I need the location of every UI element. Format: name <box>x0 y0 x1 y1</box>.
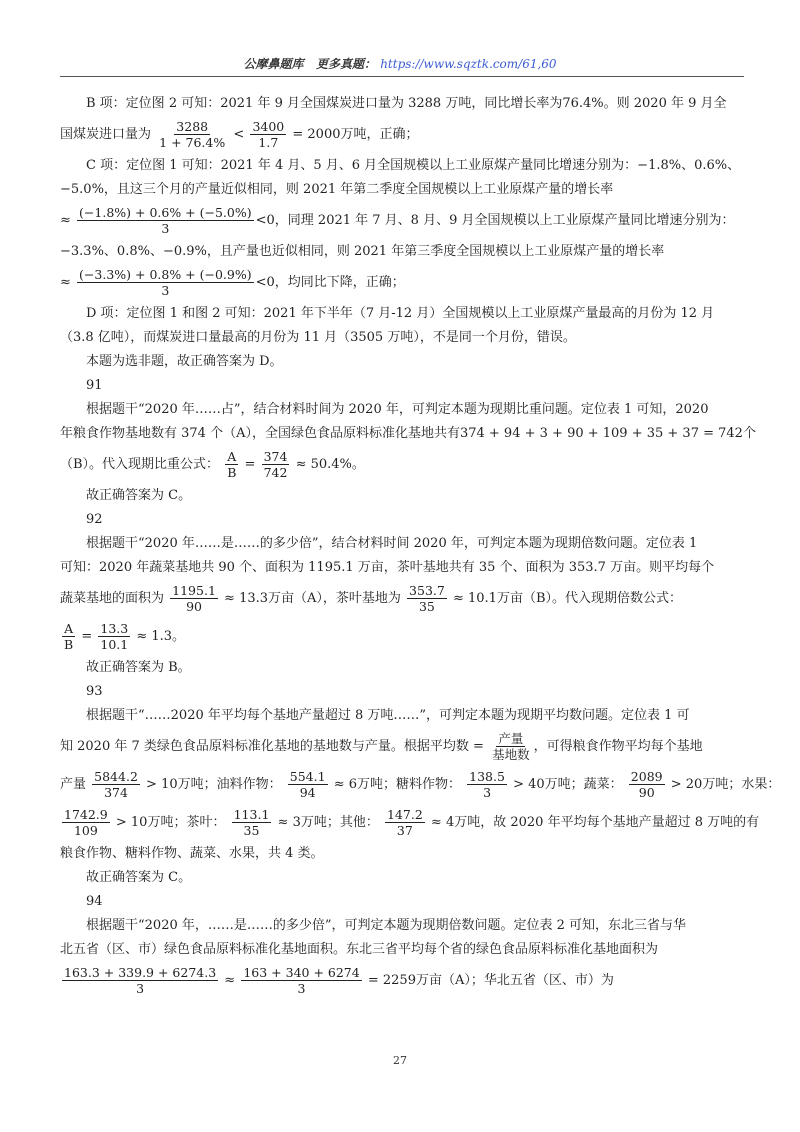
text-line: 故正确答案为 B。 <box>86 660 191 675</box>
text-line: 年粮食作物基地数有 374 个（A），全国绿色食品原料标准化基地共有374 + 94 + 3 + 90 + 109 + 35 + 37 = 742个 <box>60 426 756 441</box>
text-line: 产量 $\frac{5844.2}{374}$ > 10万吨；油料作物： $\frac{554.1}{94}$ ≈ 6万吨；糖料作物： $\frac{138.5}{3}$ > 40万吨；蔬菜： $\frac{2089}{90}$ > 20万吨；水果： <box>60 769 781 800</box>
text-line: $\frac{163.3 + 339.9 + 6274.3}{3}$ ≈ $\frac{163 + 340 + 6274}{3}$ = 2259万亩（A）；华北五省（区、市）为 <box>64 965 614 996</box>
text-line: 根据题干“……2020 年平均每个基地产量超过 8 万吨……”，可判定本题为现期平均数问题。定位表 1 可 <box>86 708 690 723</box>
fraction: $\frac{(-3.3\%) + 0.8\% + (-0.9\%)}{3}$ <box>79 267 252 298</box>
text-line: 蔬菜基地的面积为 $\frac{1195.1}{90}$ ≈ 13.3万亩（A），茶叶基地为 $\frac{353.7}{35}$ ≈ 10.1万亩（B）。代入现期倍数公式： <box>60 583 683 614</box>
site-name: 公摩鼻题库 <box>243 57 304 71</box>
more-label: 更多真题： <box>316 57 377 71</box>
fraction: $\frac{163 + 340 + 6274}{3}$ <box>243 965 360 996</box>
text-line: 本题为选非题，故正确答案为 D。 <box>86 354 283 369</box>
text-line: 故正确答案为 C。 <box>86 488 192 503</box>
fraction: $\frac{2089}{90}$ <box>630 769 663 800</box>
fraction: $\frac{A}{B}$ <box>227 449 237 480</box>
text-line: 可知：2020 年蔬菜基地共 90 个、面积为 1195.1 万亩，茶叶基地共有 35 个、面积为 353.7 万亩。则平均每个 <box>60 560 715 575</box>
text-line: −5.0%，且这三个月的产量近似相同，则 2021 年第二季度全国规模以上工业原煤产量的增长率 <box>60 182 614 197</box>
text-line: $\frac{A}{B}$ = $\frac{13.3}{10.1}$ ≈ 1.3。 <box>64 621 186 652</box>
fraction: $\frac{353.7}{35}$ <box>409 583 445 614</box>
header-link[interactable]: https://www.sqztk.com/61,60 <box>380 57 557 71</box>
fraction: $\frac{\text{产量}}{\text{基地数}}$ <box>492 731 530 762</box>
page-body <box>60 92 781 1000</box>
text-line: 根据题干“2020 年……占”，结合材料时间为 2020 年，可判定本题为现期比重问题。定位表 1 可知，2020 <box>86 402 709 417</box>
fraction: $\frac{1742.9}{109}$ <box>64 807 108 838</box>
text-line: ≈ $\frac{(-1.8\%) + 0.6\% + (-5.0\%)}{3}$ <0，同理 2021 年 7 月、8 月、9 月全国规模以上工业原煤产量同比增速分别为： <box>60 205 735 236</box>
text-line: （3.8 亿吨），而煤炭进口量最高的月份为 11 月（3505 万吨），不是同一个月份，错误。 <box>60 330 576 345</box>
fraction: $\frac{163.3 + 339.9 + 6274.3}{3}$ <box>64 965 217 996</box>
fraction: $\frac{554.1}{94}$ <box>289 769 326 800</box>
fraction: $\frac{(-1.8\%) + 0.6\% + (-5.0\%)}{3}$ <box>79 205 252 236</box>
page-header <box>0 55 800 72</box>
text-line: 知 2020 年 7 类绿色食品原料标准化基地的基地数与产量。根据平均数 = $\frac{\text{产量}}{\text{基地数}}$ ，可得粮食作物平均每个基地 <box>60 731 703 762</box>
text-line: −3.3%、0.8%、−0.9%，且产量也近似相同，则 2021 年第三季度全国规模以上工业原煤产量的增长率 <box>60 244 665 259</box>
text-line: 故正确答案为 C。 <box>86 870 192 885</box>
header-divider <box>60 76 744 77</box>
question-number: 92 <box>86 512 103 527</box>
text-line: （B）。代入现期比重公式： $\frac{A}{B}$ = $\frac{374}{742}$ ≈ 50.4%。 <box>60 449 365 480</box>
text-line: C 项：定位图 1 可知：2021 年 4 月、5 月、6 月全国规模以上工业原煤产量同比增速分别为：−1.8%、0.6%、 <box>86 158 741 173</box>
question-number: 94 <box>86 894 103 909</box>
fraction: $\frac{3288}{1 + 76.4\%}$ <box>159 119 226 150</box>
fraction: $\frac{1195.1}{90}$ <box>172 583 216 614</box>
text-line: D 项：定位图 1 和图 2 可知：2021 年下半年（7 月-12 月）全国规模以上工业原煤产量最高的月份为 12 月 <box>86 306 715 321</box>
text-line: B 项：定位图 2 可知：2021 年 9 月全国煤炭进口量为 3288 万吨，同比增长率为76.4%。则 2020 年 9 月全 <box>86 96 727 111</box>
page-number: 27 <box>393 1054 407 1067</box>
fraction: $\frac{138.5}{3}$ <box>469 769 505 800</box>
fraction: $\frac{13.3}{10.1}$ <box>100 621 129 652</box>
fraction: $\frac{3400}{1.7}$ <box>252 119 285 150</box>
text-line: $\frac{1742.9}{109}$ > 10万吨；茶叶： $\frac{113.1}{35}$ ≈ 3万吨；其他： $\frac{147.2}{37}$ ≈ 4万吨，故 2020 年平均每个基地产量超过 8 万吨的有 <box>64 807 760 838</box>
text-line: 国煤炭进口量为 $\frac{3288}{1 + 76.4\%}$ < $\frac{3400}{1.7}$ = 2000万吨，正确； <box>60 119 419 150</box>
text-line: 北五省（区、市）绿色食品原料标准化基地面积。东北三省平均每个省的绿色食品原料标准化基地面积为 <box>60 942 659 957</box>
fraction: $\frac{5844.2}{374}$ <box>94 769 138 800</box>
text-line: 根据题干“2020 年……是……的多少倍”，结合材料时间 2020 年，可判定本题为现期倍数问题。定位表 1 <box>86 536 698 551</box>
text-line: 粮食作物、糖料作物、蔬菜、水果，共 4 类。 <box>60 846 324 861</box>
text-line: ≈ $\frac{(-3.3\%) + 0.8\% + (-0.9\%)}{3}$ <0，均同比下降，正确； <box>60 267 405 298</box>
fraction: $\frac{A}{B}$ <box>64 621 74 652</box>
fraction: $\frac{374}{742}$ <box>263 449 288 480</box>
question-number: 91 <box>86 378 103 393</box>
fraction: $\frac{147.2}{37}$ <box>386 807 423 838</box>
question-number: 93 <box>86 684 103 699</box>
text-line: 根据题干“2020 年，……是……的多少倍”，可判定本题为现期倍数问题。定位表 2 可知，东北三省与华 <box>86 918 687 933</box>
fraction: $\frac{113.1}{35}$ <box>233 807 270 838</box>
